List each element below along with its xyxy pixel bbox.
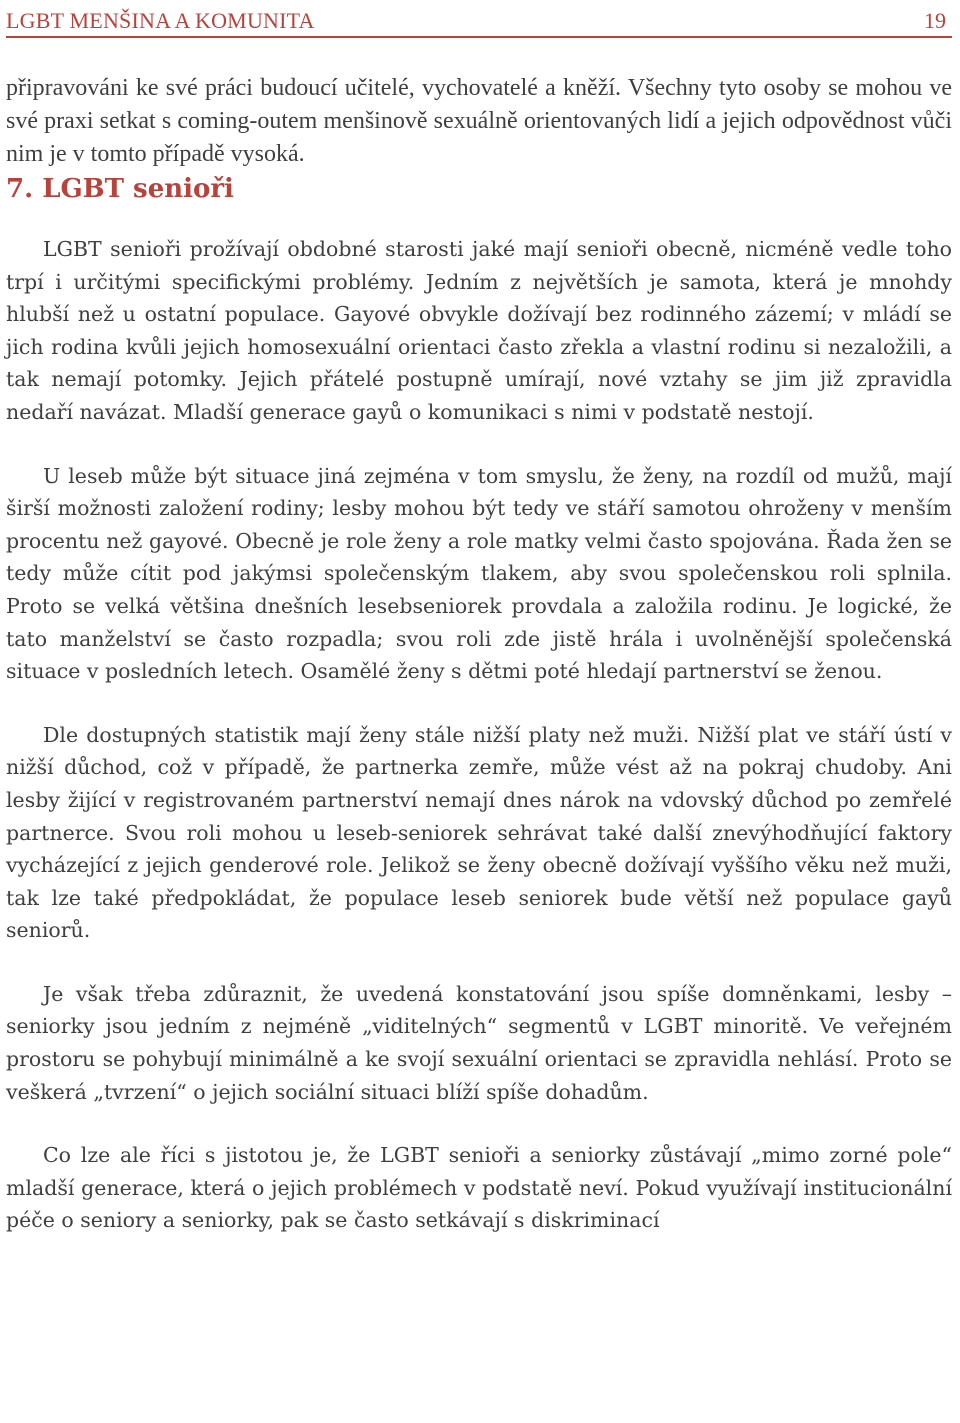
page-number: 19 xyxy=(924,8,946,33)
running-header xyxy=(6,2,952,38)
page-body xyxy=(6,72,952,1237)
paragraph-3: Dle dostupných statistik mají ženy stále nižší platy než muži. Nižší plat ve stáří ústí v nižší důchod, což v případě, že partnerka zemře, může vést až na pokraj chudoby. Ani lesby žijící v registrovaném partnerství nemají dnes nárok na vdovský důchod po zemřelé partnerce. Svou roli mohou u leseb-seniorek sehrávat také další znevýhodňující faktory vycházející z jejich genderové role. Jelikož se ženy obecně dožívají vyššího věku než muži, tak lze také předpokládat, že populace leseb seniorek bude větší než populace gayů seniorů. xyxy=(6,722,952,943)
intro-paragraph: připravováni ke své práci budoucí učitelé, vychovatelé a kněží. Všechny tyto osoby se mohou ve své praxi setkat s coming-outem menšinově sexuálně orientovaných lidí a jejich odpovědnost vůči nim je v tomto případě vysoká. xyxy=(6,75,952,167)
running-title: LGBT MENŠINA A KOMUNITA xyxy=(6,8,315,33)
paragraph-1: LGBT senioři prožívají obdobné starosti jaké mají senioři obecně, nicméně vedle toho trpí i určitými specifickými problémy. Jedním z největších je samota, která je mnohdy hlubší než u ostatní populace. Gayové obvykle dožívají bez rodinného zázemí; v mládí se jich rodina kvůli jejich homosexuální orientaci často zřekla a vlastní rodinu si nezaložili, a tak nemají potomky. Jejich přátelé postupně umírají, nové vztahy se jim již zpravidla nedaří navázat. Mladší generace gayů o komunikaci s nimi v podstatě nestojí. xyxy=(6,237,952,424)
paragraph-5: Co lze ale říci s jistotou je, že LGBT senioři a seniorky zůstávají „mimo zorné pole“ mladší generace, která o jejich problémech v podstatě neví. Pokud využívají institucionální péče o seniory a seniorky, pak se často setkávají s diskriminací xyxy=(6,1143,952,1233)
section-title: 7. LGBT senioři xyxy=(6,174,234,204)
paragraph-4: Je však třeba zdůraznit, že uvedená konstatování jsou spíše domněnkami, lesby – seniorky jsou jedním z nejméně „viditelných“ segmentů v LGBT minoritě. Ve veřejném prostoru se pohybují minimálně a ke svojí sexuální orientaci se zpravidla nehlásí. Proto se veškerá „tvrzení“ o jejich sociální situaci blíží spíše dohadům. xyxy=(6,981,952,1104)
paragraph-2: U leseb může být situace jiná zejména v tom smyslu, že ženy, na rozdíl od mužů, mají širší možnosti založení rodiny; lesby mohou být tedy ve stáří samotou ohroženy v menším procentu než gayové. Obecně je role ženy a role matky velmi často spojována. Řada žen se tedy může cítit pod jakýmsi společenským tlakem, aby svou společenskou roli splnila. Proto se velká většina dnešních lesebseniorek provdala a založila rodinu. Je logické, že tato manželství se často rozpadla; svou roli zde jistě hrála i uvolněnější společenská situace v posledních letech. Osamělé ženy s dětmi poté hledají partnerství se ženou. xyxy=(6,463,952,684)
